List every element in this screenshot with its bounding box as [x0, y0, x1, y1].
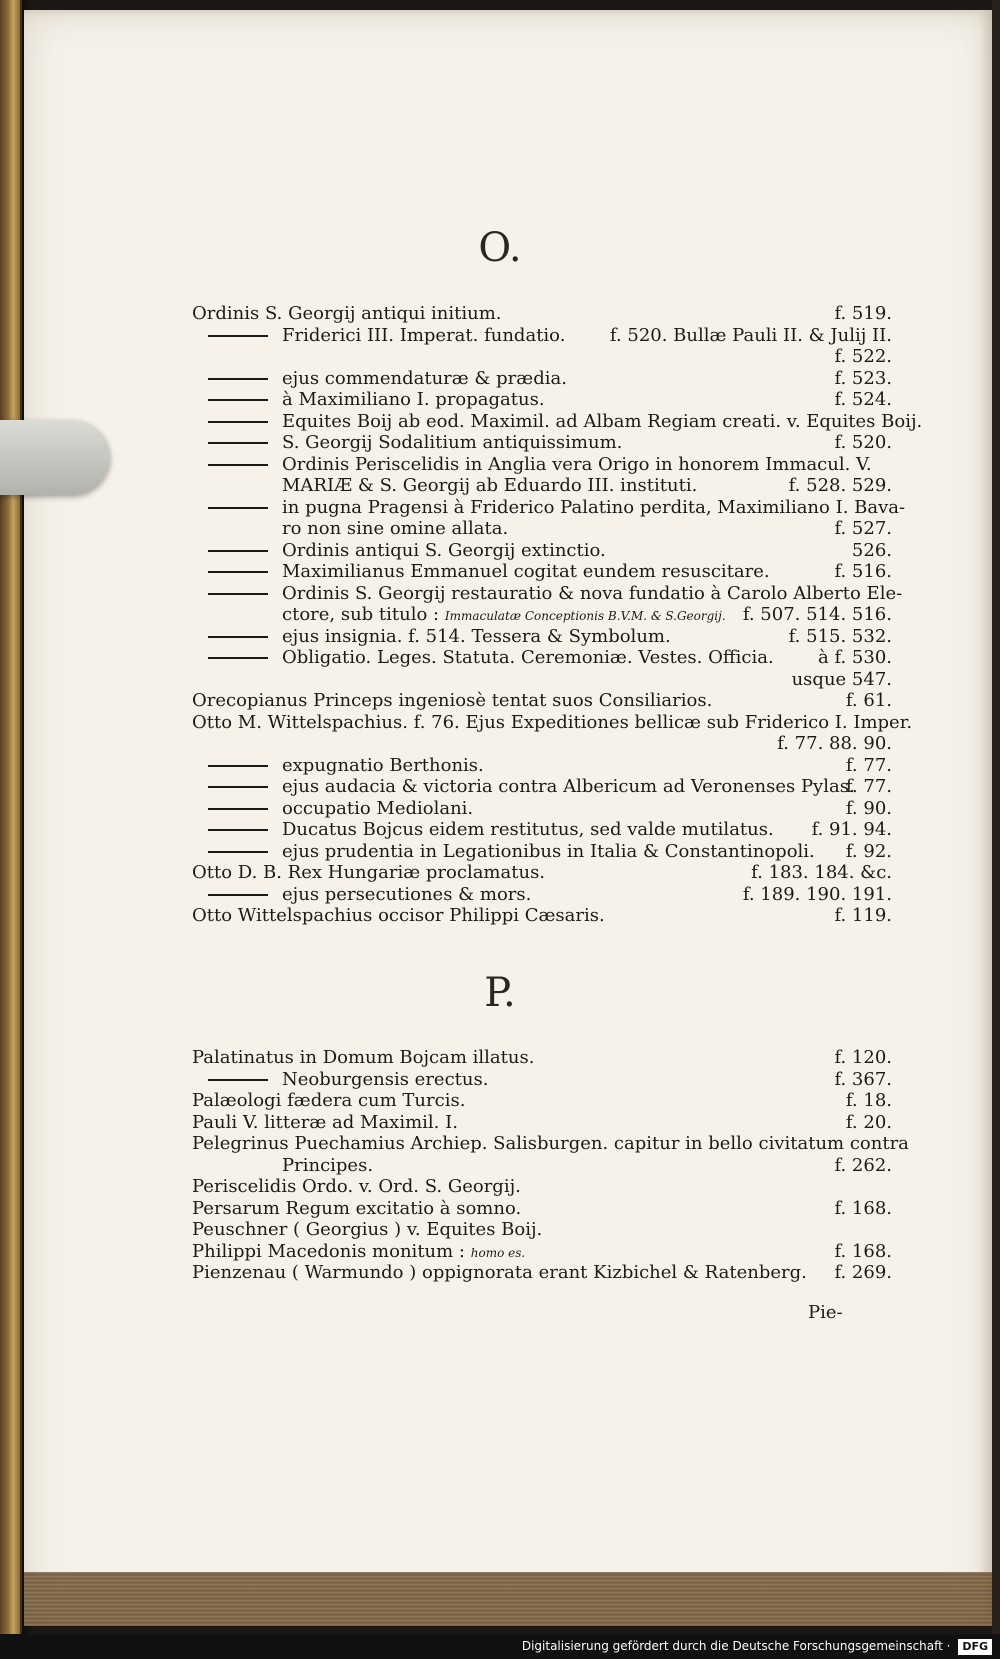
- folio-reference: f. 18.: [845, 1090, 892, 1111]
- section-heading-o: O.: [478, 225, 522, 271]
- entry-text: ctore, sub titulo :: [282, 604, 440, 625]
- entry-text: à Maximiliano I. propagatus.: [282, 389, 545, 410]
- index-entry: [192, 368, 892, 390]
- index-entry: [192, 604, 892, 626]
- folio-reference: à f. 530.: [818, 647, 892, 668]
- entry-text: ejus insignia. f. 514. Tessera & Symbolum.: [282, 625, 671, 647]
- ditto-dash: [208, 335, 268, 337]
- bookmark-tab: [0, 420, 110, 495]
- folio-reference: f. 92.: [845, 840, 892, 862]
- folio-reference: f. 367.: [834, 1068, 892, 1090]
- ditto-dash: [208, 399, 268, 401]
- entry-text: expugnatio Berthonis.: [282, 754, 484, 776]
- entry-text: Friderici III. Imperat. fundatio.: [282, 324, 566, 346]
- dfg-logo: DFG: [958, 1639, 992, 1655]
- folio-reference: f. 120.: [834, 1047, 892, 1068]
- entry-text: Equites Boij ab eod. Maximil. ad Albam Regiam creati. v. Equites Boij.: [282, 410, 923, 432]
- index-entry: [192, 1198, 892, 1220]
- ditto-dash: [208, 851, 268, 853]
- index-entry: [192, 303, 892, 325]
- entry-text: Ordinis S. Georgij antiqui initium.: [192, 303, 502, 324]
- index-entry: [192, 798, 892, 820]
- entry-text: Ordinis Periscelidis in Anglia vera Origo in honorem Immacul. V.: [282, 453, 872, 475]
- folio-reference: f. 90.: [845, 797, 892, 819]
- folio-reference: f. 520.: [834, 432, 892, 453]
- index-entry: [192, 1112, 892, 1134]
- ditto-dash: [208, 765, 268, 767]
- footer-credit: Digitalisierung gefördert durch die Deutsche Forschungsgemeinschaft ·: [521, 1639, 951, 1653]
- folio-reference: f. 168.: [834, 1197, 892, 1219]
- entry-text: Pienzenau ( Warmundo ) oppignorata erant Kizbichel & Ratenberg.: [192, 1262, 807, 1283]
- entry-italic-text: Immaculatæ Conceptionis B.V.M. & S.Georgij.: [444, 609, 726, 623]
- index-entry: [192, 410, 923, 433]
- index-entry: [192, 755, 892, 777]
- index-entry: [192, 496, 906, 519]
- index-section-p: [192, 1047, 909, 1284]
- ditto-dash: [208, 378, 268, 380]
- index-entry: [192, 1090, 892, 1112]
- folio-reference: f. 527.: [834, 518, 892, 539]
- folio-reference: 526.: [851, 539, 892, 561]
- entry-text: Pelegrinus Puechamius Archiep. Salisburgen. capitur in bello civitatum contra: [192, 1133, 909, 1154]
- folio-reference: f. 77.: [845, 754, 892, 776]
- folio-reference: f. 516.: [834, 561, 892, 582]
- index-entry: [192, 711, 913, 734]
- index-entry: [192, 690, 892, 712]
- index-entry: [192, 862, 892, 884]
- folio-reference: f. 523.: [834, 367, 892, 389]
- entry-text: Otto M. Wittelspachius. f. 76. Ejus Expeditiones bellicæ sub Friderico I. Imper.: [192, 711, 913, 733]
- index-entry: [192, 1219, 892, 1241]
- folio-reference: f. 522.: [834, 346, 892, 367]
- index-entry: [192, 647, 892, 669]
- index-entry: [192, 475, 892, 497]
- ditto-dash: [208, 786, 268, 788]
- folio-reference: f. 520. Bullæ Pauli II. & Julij II.: [609, 324, 892, 346]
- index-entry: [192, 776, 892, 798]
- entry-text: ro non sine omine allata.: [282, 518, 509, 539]
- folio-reference: f. 168.: [834, 1240, 892, 1262]
- index-entry: [192, 669, 892, 691]
- entry-text: Otto D. B. Rex Hungariæ proclamatus.: [192, 862, 546, 883]
- folio-reference: f. 119.: [834, 905, 892, 926]
- folio-reference: usque 547.: [791, 668, 892, 690]
- index-section-o: [192, 303, 923, 927]
- index-entry: [192, 1047, 892, 1069]
- entry-text: Philippi Macedonis monitum :: [192, 1240, 465, 1262]
- folio-reference: f. 507. 514. 516.: [742, 604, 892, 625]
- index-entry: [192, 1155, 892, 1177]
- entry-text: Obligatio. Leges. Statuta. Ceremoniæ. Vestes. Officia.: [282, 647, 774, 668]
- index-entry: [192, 1241, 892, 1263]
- folio-reference: f. 262.: [834, 1154, 892, 1176]
- index-entry: [192, 432, 892, 454]
- entry-text: Otto Wittelspachius occisor Philippi Cæsaris.: [192, 905, 605, 926]
- entry-text: in pugna Pragensi à Friderico Palatino perdita, Maximiliano I. Bava-: [282, 496, 906, 518]
- entry-text: Ordinis antiqui S. Georgij extinctio.: [282, 539, 606, 561]
- index-entry: [192, 1176, 892, 1198]
- folio-reference: f. 524.: [834, 389, 892, 410]
- index-entry: [192, 389, 892, 411]
- index-entry: [192, 733, 892, 755]
- index-entry: [192, 819, 892, 841]
- ditto-dash: [208, 442, 268, 444]
- page-stack-edge: [24, 1572, 992, 1626]
- ditto-dash: [208, 1079, 268, 1081]
- entry-text: Pauli V. litteræ ad Maximil. I.: [192, 1111, 458, 1133]
- ditto-dash: [208, 636, 268, 638]
- ditto-dash: [208, 894, 268, 896]
- folio-reference: f. 77. 88. 90.: [777, 733, 892, 754]
- index-entry: [192, 1262, 892, 1284]
- folio-reference: f. 269.: [834, 1262, 892, 1283]
- folio-reference: f. 183. 184. &c.: [751, 862, 892, 883]
- folio-reference: f. 61.: [845, 690, 892, 711]
- folio-reference: f. 528. 529.: [788, 475, 892, 496]
- entry-text: ejus commendaturæ & prædia.: [282, 367, 567, 389]
- ditto-dash: [208, 421, 268, 423]
- entry-text: Ordinis S. Georgij restauratio & nova fundatio à Carolo Alberto Ele-: [282, 582, 903, 604]
- folio-reference: f. 519.: [834, 303, 892, 324]
- entry-text: ejus prudentia in Legationibus in Italia & Constantinopoli.: [282, 840, 815, 862]
- entry-text: Principes.: [282, 1154, 374, 1176]
- entry-text: S. Georgij Sodalitium antiquissimum.: [282, 432, 623, 453]
- ditto-dash: [208, 571, 268, 573]
- index-entry: [192, 325, 892, 347]
- index-entry: [192, 1069, 892, 1091]
- entry-text: Palæologi fædera cum Turcis.: [192, 1090, 466, 1111]
- entry-text: Orecopianus Princeps ingeniosè tentat suos Consiliarios.: [192, 690, 713, 711]
- entry-italic-text: homo es.: [470, 1245, 526, 1260]
- entry-text: ejus persecutiones & mors.: [282, 883, 532, 905]
- index-entry: [192, 841, 892, 863]
- index-entry: [192, 884, 892, 906]
- folio-reference: f. 515. 532.: [788, 625, 892, 647]
- digitization-footer: [0, 1634, 1000, 1659]
- index-entry: [192, 518, 892, 540]
- ditto-dash: [208, 829, 268, 831]
- index-entry: [192, 346, 892, 368]
- index-entry: [192, 905, 892, 927]
- entry-text: Persarum Regum excitatio à somno.: [192, 1197, 522, 1219]
- index-entry: [192, 1133, 909, 1155]
- index-entry: [192, 561, 892, 583]
- ditto-dash: [208, 507, 268, 509]
- ditto-dash: [208, 593, 268, 595]
- section-heading-p: P.: [484, 970, 516, 1016]
- ditto-dash: [208, 550, 268, 552]
- entry-text: MARIÆ & S. Georgij ab Eduardo III. instituti.: [282, 475, 698, 496]
- folio-reference: f. 77.: [845, 776, 892, 797]
- index-entry: [192, 582, 903, 605]
- entry-text: ejus audacia & victoria contra Albericum ad Veronenses Pylas.: [282, 776, 855, 797]
- entry-text: Ducatus Bojcus eidem restitutus, sed valde mutilatus.: [282, 819, 774, 840]
- ditto-dash: [208, 657, 268, 659]
- entry-text: Neoburgensis erectus.: [282, 1068, 489, 1090]
- folio-reference: f. 189. 190. 191.: [742, 883, 892, 905]
- entry-text: Peuschner ( Georgius ) v. Equites Boij.: [192, 1219, 543, 1240]
- ditto-dash: [208, 808, 268, 810]
- folio-reference: f. 20.: [845, 1111, 892, 1133]
- index-entry: [192, 540, 892, 562]
- catchword: Pie-: [808, 1302, 843, 1323]
- entry-text: Periscelidis Ordo. v. Ord. S. Georgij.: [192, 1176, 521, 1197]
- entry-text: Maximilianus Emmanuel cogitat eundem resuscitare.: [282, 561, 770, 582]
- index-entry: [192, 454, 892, 476]
- ditto-dash: [208, 464, 268, 466]
- entry-text: occupatio Mediolani.: [282, 797, 474, 819]
- folio-reference: f. 91. 94.: [811, 819, 892, 840]
- index-entry: [192, 626, 892, 648]
- entry-text: Palatinatus in Domum Bojcam illatus.: [192, 1047, 535, 1068]
